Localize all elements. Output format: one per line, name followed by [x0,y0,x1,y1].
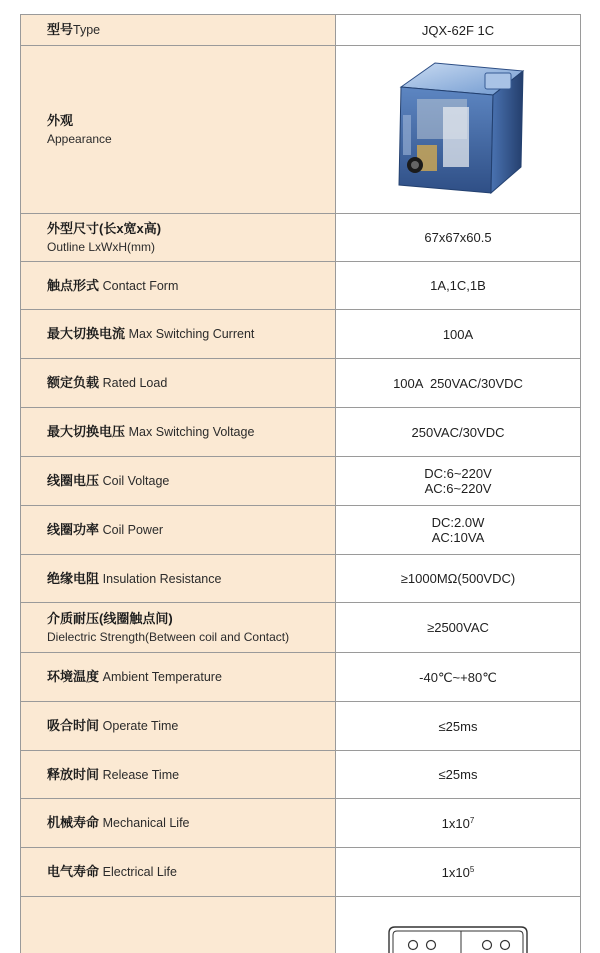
row-electrical-life [20,848,581,897]
label-en: Coil Voltage [102,474,170,488]
row-appearance [20,46,581,214]
label-en: Insulation Resistance [102,571,222,586]
row-label [21,506,336,554]
row-value: 1A,1C,1B [430,278,486,293]
row-value: 250VAC/30VDC [411,424,505,440]
row-ambient-temp [20,653,581,702]
row-label [21,603,336,652]
row-value: ≤25ms [438,718,478,734]
row-value [336,848,580,896]
pin-hole [501,941,510,950]
label-en: Appearance [47,131,112,146]
row-label [21,751,336,798]
row-value: 100A [442,326,474,342]
label-cn: 介质耐压(线圈触点间) [47,610,173,626]
label-cn: 线圈电压 [47,473,100,488]
value-exponent: 5 [469,864,475,874]
label-cn: 线圈功率 [47,522,100,537]
row-release-time [20,751,581,799]
row-label [21,702,336,750]
row-coil-voltage [20,457,581,506]
row-contact-form [20,262,581,310]
label-en: Coil Power [102,523,164,537]
label-cn: 型号 [47,22,74,37]
label-cn: 环境温度 [47,669,100,684]
row-label [21,46,336,213]
pin-hole [483,941,492,950]
label-en: Electrical Life [102,865,177,879]
relay-image [373,55,543,205]
row-max-voltage [20,408,581,457]
pin-hole [427,941,436,950]
value-line-ac: AC:10VA [431,530,485,545]
row-value: JQX-62F 1C [421,22,495,38]
label-en: Release Time [102,767,180,782]
row-insulation [20,555,581,603]
row-mechanical-life [20,799,581,848]
row-operate-time [20,702,581,751]
value-exponent: 7 [469,815,475,825]
relay-image-cell [336,46,580,213]
row-rated-load [20,359,581,408]
label-en: Ambient Temperature [102,670,222,684]
row-value: 100A 250VAC/30VDC [393,375,523,391]
value-line-dc: DC:6~220V [424,466,492,481]
row-label [21,359,336,407]
value-base: 1x10 [441,864,470,880]
label-en: Max Switching Current [128,327,255,341]
row-label [21,408,336,456]
pin-hole [409,941,418,950]
row-label [21,799,336,847]
row-label [21,214,336,261]
row-label [21,262,336,309]
row-value [336,506,580,554]
label-cn: 外型尺寸(长x宽x高) [47,220,162,236]
row-label [21,653,336,701]
row-value: ≥1000MΩ(500VDC) [400,571,516,586]
row-value: ≤25ms [438,767,478,782]
label-cn: 绝缘电阻 [47,570,100,586]
row-dielectric [20,603,581,653]
label-cn: 吸合时间 [47,718,100,733]
row-value: 67x67x60.5 [424,230,492,245]
label-cn: 机械寿命 [47,815,100,830]
value-line-ac: AC:6~220V [424,481,492,496]
label-cn: 电气寿命 [47,864,100,879]
row-value [336,457,580,505]
row-label [21,848,336,896]
label-cn: 外观 [47,112,74,128]
row-label [21,555,336,602]
row-max-current [20,310,581,359]
row-outline [20,214,581,262]
row-label [21,457,336,505]
value-base: 1x10 [441,815,470,831]
label-en: Max Switching Voltage [128,425,255,439]
label-en: Operate Time [102,719,179,733]
row-label-empty [21,897,336,953]
row-label [21,310,336,358]
row-coil-power [20,506,581,555]
row-diagram [20,897,581,953]
row-value: -40℃~+80℃ [419,669,497,685]
pin-diagram-cell [336,897,580,953]
label-en: Contact Form [102,278,179,293]
label-en: Rated Load [102,376,168,390]
relay-illustration [373,55,543,205]
label-cn: 释放时间 [47,766,100,782]
spec-table [20,14,581,953]
label-cn: 最大切换电流 [47,326,126,341]
label-cn: 触点形式 [47,277,100,293]
value-line-dc: DC:2.0W [431,515,485,530]
pin-diagram [383,923,533,953]
label-en: Mechanical Life [102,816,190,830]
label-cn: 额定负载 [47,375,100,390]
label-en: Outline LxWxH(mm) [47,239,156,254]
label-cn: 最大切换电压 [47,424,126,439]
row-value [336,799,580,847]
row-type [20,15,581,46]
row-label [21,15,336,45]
row-value: ≥2500VAC [427,620,489,635]
label-en: Type [73,23,101,37]
label-en: Dielectric Strength(Between coil and Contact) [47,629,290,644]
